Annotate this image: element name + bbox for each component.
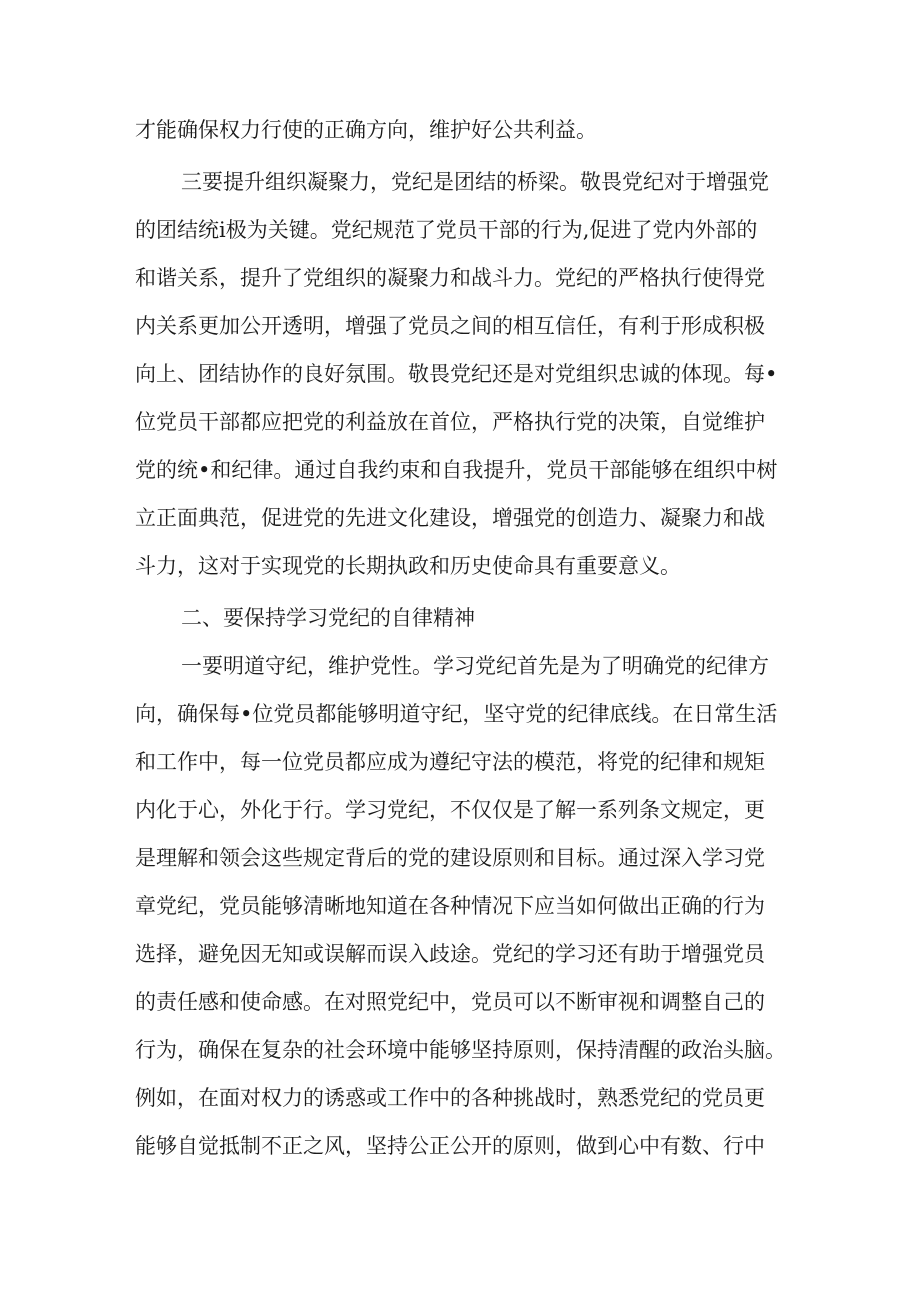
text-line-12: 一要明道守纪，维护党性。学习党纪首先是为了明确党的纪律方	[181, 654, 769, 678]
text-line-8: 党的统•和纪律。通过自我约束和自我提升，党员干部能够在组织中树	[135, 458, 778, 482]
section-heading: 二、要保持学习党纪的自律精神	[181, 606, 475, 630]
text-line-7: 位党员干部都应把党的利益放在首位，严格执行党的决策，自觉维护	[135, 410, 765, 434]
text-line-14: 和工作中，每一位党员都应成为遵纪守法的模范，将党的纪律和规矩	[135, 750, 765, 774]
text-line-2: 三要提升组织凝聚力，党纪是团结的桥梁。敬畏党纪对于增强党	[181, 170, 769, 194]
text-line-22: 能够自觉抵制不正之风，坚持公正公开的原则，做到心中有数、行中	[135, 1134, 765, 1158]
text-line-10: 斗力，这对于实现党的长期执政和历史使命具有重要意义。	[135, 554, 681, 578]
text-line-3: 的团结统i极为关键。党纪规范了党员干部的行为,促进了党内外部的	[135, 218, 758, 242]
text-line-5: 内关系更加公开透明，增强了党员之间的相互信任，有利于形成积极	[135, 314, 765, 338]
text-line-13: 向，确保每•位党员都能够明道守纪，坚守党的纪律底线。在日常生活	[135, 702, 778, 726]
text-line-19: 的责任感和使命感。在对照党纪中，党员可以不断审视和调整自己的	[135, 990, 765, 1014]
text-line-16: 是理解和领会这些规定背后的党的建设原则和目标。通过深入学习党	[135, 846, 765, 870]
text-line-1: 才能确保权力行使的正确方向，维护好公共利益。	[135, 118, 597, 142]
text-line-6: 向上、团结协作的良好氛围。敬畏党纪还是对党组织忠诚的体现。每•	[135, 362, 778, 386]
text-line-17: 章党纪，党员能够清晰地知道在各种情况下应当如何做出正确的行为	[135, 894, 765, 918]
text-line-9: 立正面典范，促进党的先进文化建设，增强党的创造力、凝聚力和战	[135, 506, 765, 530]
text-line-15: 内化于心，外化于行。学习党纪，不仅仅是了解一系列条文规定，更	[135, 798, 765, 822]
text-line-18: 选择，避免因无知或误解而误入歧途。党纪的学习还有助于增强党员	[135, 942, 765, 966]
text-line-21: 例如，在面对权力的诱惑或工作中的各种挑战时，熟悉党纪的党员更	[135, 1086, 765, 1110]
text-line-20: 行为，确保在复杂的社会环境中能够坚持原则，保持清醒的政治头脑。	[135, 1038, 786, 1062]
text-line-4: 和谐关系，提升了党组织的凝聚力和战斗力。党纪的严格执行使得党	[135, 266, 765, 290]
